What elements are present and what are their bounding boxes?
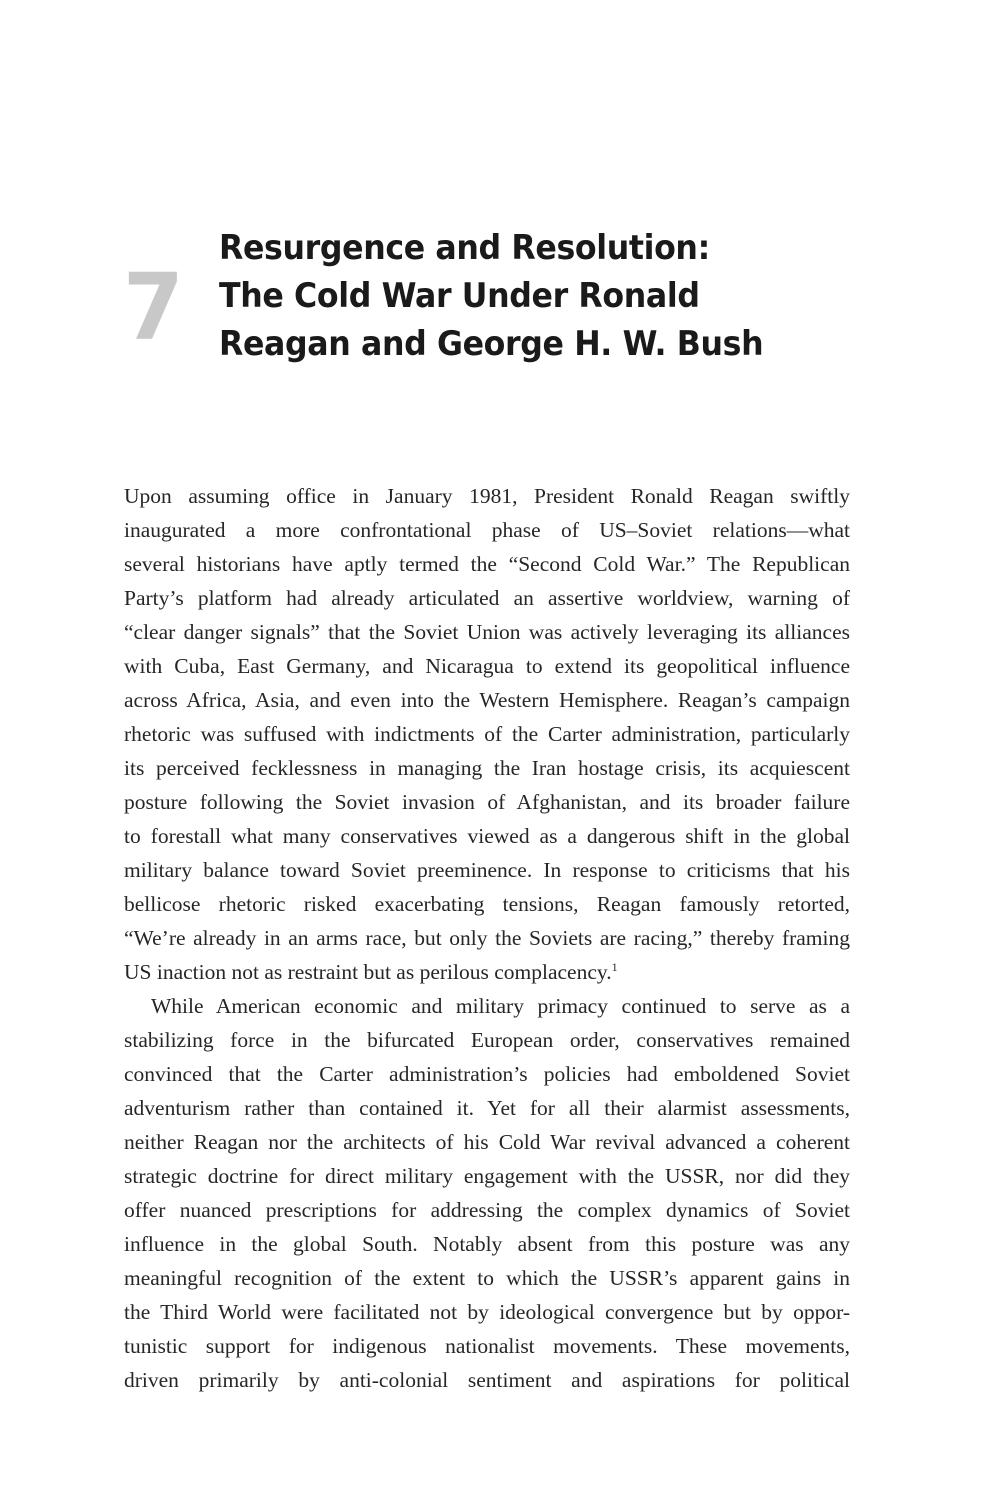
text-line: strategic doctrine for direct military engagement with the USSR, nor did they <box>124 1164 850 1188</box>
paragraph-2 <box>124 989 850 1397</box>
text-line: military balance toward Soviet preeminence. In response to criticisms that his <box>124 858 850 882</box>
chapter-number: 7 <box>123 254 184 361</box>
text-line: “clear danger signals” that the Soviet Union was actively leveraging its alliances <box>124 620 850 644</box>
chapter-title-line: Resurgence and Resolution: <box>219 228 710 268</box>
text-line: driven primarily by anti-colonial sentiment and aspirations for political <box>124 1368 850 1392</box>
text-line-last <box>124 955 850 989</box>
text-line: “We’re already in an arms race, but only the Soviets are racing,” thereby framing <box>124 926 850 950</box>
text-line-content: US inaction not as restraint but as perilous complacency. <box>124 960 612 984</box>
text-line: to forestall what many conservatives viewed as a dangerous shift in the global <box>124 824 850 848</box>
text-line: the Third World were facilitated not by ideological convergence but by oppor- <box>124 1300 850 1324</box>
text-line: stabilizing force in the bifurcated European order, conservatives remained <box>124 1028 850 1052</box>
text-line: inaugurated a more confrontational phase of US–Soviet relations—what <box>124 518 850 542</box>
text-line: rhetoric was suffused with indictments of the Carter administration, particularly <box>124 722 850 746</box>
text-line: meaningful recognition of the extent to which the USSR’s apparent gains in <box>124 1266 850 1290</box>
text-line: across Africa, Asia, and even into the Western Hemisphere. Reagan’s campaign <box>124 688 850 712</box>
chapter-title <box>219 224 804 368</box>
text-line: with Cuba, East Germany, and Nicaragua to extend its geopolitical influence <box>124 654 850 678</box>
text-line: tunistic support for indigenous nationalist movements. These movements, <box>124 1334 850 1358</box>
text-line: bellicose rhetoric risked exacerbating tensions, Reagan famously retorted, <box>124 892 850 916</box>
chapter-title-line: The Cold War Under Ronald <box>219 276 700 316</box>
text-line: its perceived fecklessness in managing the Iran hostage crisis, its acquiescent <box>124 756 850 780</box>
text-line: several historians have aptly termed the “Second Cold War.” The Republican <box>124 552 850 576</box>
footnote-reference[interactable]: 1 <box>611 960 618 974</box>
text-line: adventurism rather than contained it. Yet for all their alarmist assessments, <box>124 1096 850 1120</box>
text-line: posture following the Soviet invasion of Afghanistan, and its broader failure <box>124 790 850 814</box>
text-line: Party’s platform had already articulated an assertive worldview, warning of <box>124 586 850 610</box>
paragraph-1 <box>124 479 850 989</box>
chapter-title-line: Reagan and George H. W. Bush <box>219 324 764 364</box>
text-line: Upon assuming office in January 1981, President Ronald Reagan swiftly <box>124 484 850 508</box>
body-text <box>124 479 850 1397</box>
text-line: neither Reagan nor the architects of his Cold War revival advanced a coherent <box>124 1130 850 1154</box>
text-line: convinced that the Carter administration’s policies had emboldened Soviet <box>124 1062 850 1086</box>
text-line: While American economic and military primacy continued to serve as a <box>151 994 850 1018</box>
text-line: offer nuanced prescriptions for addressing the complex dynamics of Soviet <box>124 1198 850 1222</box>
text-line: influence in the global South. Notably absent from this posture was any <box>124 1232 850 1256</box>
